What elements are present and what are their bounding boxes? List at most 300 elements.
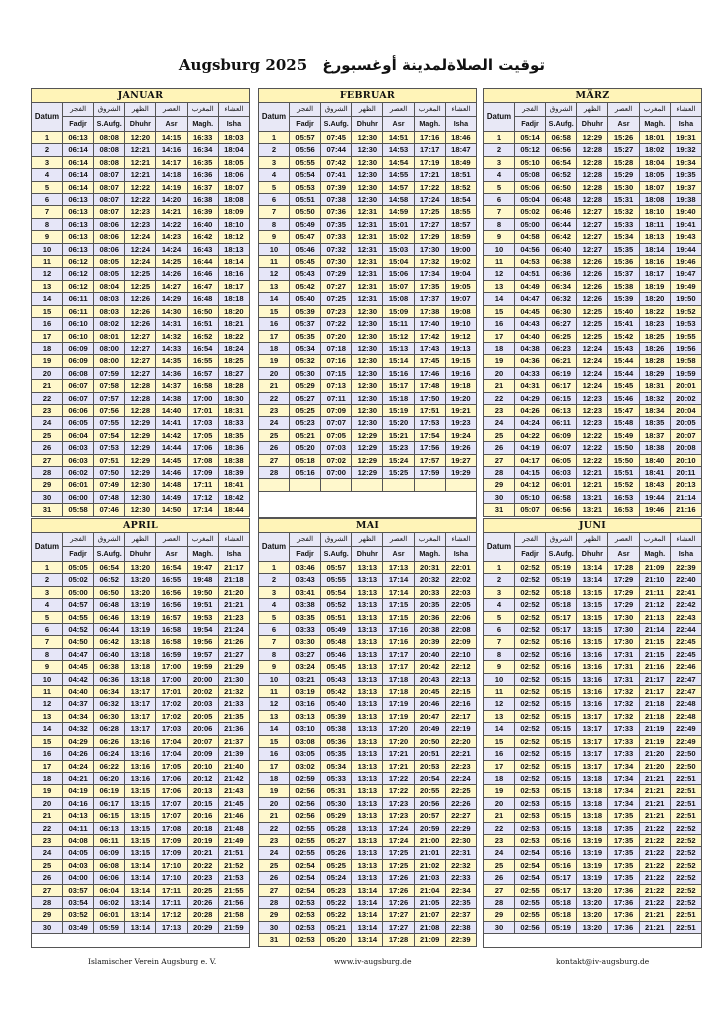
time-cell: 22:03	[445, 586, 476, 598]
time-cell: 13:17	[125, 698, 156, 710]
table-row	[259, 280, 477, 292]
table-row	[484, 909, 702, 921]
day-cell: 12	[484, 268, 515, 280]
time-cell: 18:49	[445, 156, 476, 168]
time-cell: 05:24	[321, 872, 352, 884]
time-cell: 02:56	[515, 921, 546, 933]
time-cell: 18:16	[639, 256, 670, 268]
time-cell: 08:04	[94, 280, 125, 292]
time-cell: 12:31	[352, 243, 383, 255]
time-cell: 16:59	[156, 648, 187, 660]
day-cell: 5	[32, 181, 63, 193]
column-header-latin: S.Aufg.	[546, 117, 577, 132]
day-cell: 19	[32, 355, 63, 367]
time-cell: 14:38	[156, 392, 187, 404]
time-cell: 05:22	[321, 909, 352, 921]
table-row	[484, 735, 702, 747]
time-cell: 15:24	[383, 454, 414, 466]
table-row	[484, 599, 702, 611]
table-row	[32, 169, 250, 181]
day-cell: 14	[32, 723, 63, 735]
table-row	[32, 305, 250, 317]
time-cell: 05:16	[546, 661, 577, 673]
time-cell: 14:23	[156, 231, 187, 243]
time-cell: 02:53	[515, 834, 546, 846]
time-cell: 17:34	[608, 785, 639, 797]
time-cell: 12:24	[577, 380, 608, 392]
time-cell: 05:15	[546, 822, 577, 834]
time-cell: 02:55	[290, 847, 321, 859]
column-header-arabic: الشروق	[94, 103, 125, 117]
time-cell: 03:08	[290, 735, 321, 747]
time-cell: 05:55	[290, 156, 321, 168]
column-header-arabic: الشروق	[94, 533, 125, 547]
time-cell: 18:05	[639, 169, 670, 181]
table-row	[259, 442, 477, 454]
day-cell: 12	[484, 698, 515, 710]
time-cell: 12:25	[577, 330, 608, 342]
time-cell: 05:18	[290, 454, 321, 466]
time-cell: 13:20	[125, 586, 156, 598]
time-cell: 21:17	[639, 673, 670, 685]
day-cell	[259, 479, 290, 491]
time-cell: 04:32	[63, 723, 94, 735]
table-row	[259, 243, 477, 255]
time-cell: 20:05	[187, 710, 218, 722]
column-header-latin: Fadjr	[515, 547, 546, 562]
time-cell: 05:30	[290, 367, 321, 379]
time-cell: 21:17	[218, 562, 249, 574]
time-cell: 12:27	[577, 231, 608, 243]
time-cell: 19:58	[670, 355, 701, 367]
time-cell: 17:33	[608, 748, 639, 760]
table-row	[484, 723, 702, 735]
table-row	[259, 367, 477, 379]
table-row	[32, 318, 250, 330]
time-cell: 21:22	[639, 834, 670, 846]
table-row	[484, 392, 702, 404]
time-cell: 12:28	[577, 169, 608, 181]
time-cell: 20:59	[414, 822, 445, 834]
time-cell: 17:08	[187, 454, 218, 466]
time-cell: 12:28	[577, 144, 608, 156]
day-cell: 18	[259, 772, 290, 784]
time-cell: 07:39	[321, 181, 352, 193]
time-cell: 12:27	[125, 355, 156, 367]
time-cell: 19:18	[445, 380, 476, 392]
time-cell: 12:26	[577, 293, 608, 305]
time-cell: 05:16	[546, 834, 577, 846]
time-cell: 07:11	[321, 392, 352, 404]
time-cell: 20:23	[187, 872, 218, 884]
time-cell: 17:32	[608, 698, 639, 710]
time-cell: 21:33	[218, 698, 249, 710]
footer-website[interactable]: www.iv-augsburg.de	[334, 957, 412, 966]
time-cell: 02:55	[290, 822, 321, 834]
time-cell: 20:28	[187, 909, 218, 921]
time-cell: 06:14	[63, 156, 94, 168]
time-cell: 18:41	[218, 479, 249, 491]
table-row	[484, 710, 702, 722]
table-row	[484, 859, 702, 871]
day-cell: 5	[259, 181, 290, 193]
time-cell: 18:05	[218, 156, 249, 168]
time-cell: 20:47	[414, 710, 445, 722]
table-row	[259, 710, 477, 722]
time-cell: 22:35	[445, 896, 476, 908]
time-cell: 18:31	[639, 380, 670, 392]
time-cell: 13:16	[125, 748, 156, 760]
time-cell: 13:15	[577, 636, 608, 648]
table-row	[484, 491, 702, 503]
time-cell: 13:16	[125, 760, 156, 772]
table-row	[259, 834, 477, 846]
table-row	[259, 169, 477, 181]
time-cell: 06:06	[94, 872, 125, 884]
time-cell: 05:19	[546, 562, 577, 574]
time-cell: 17:26	[383, 872, 414, 884]
time-cell: 07:00	[321, 466, 352, 478]
day-cell: 13	[484, 710, 515, 722]
time-cell: 06:19	[546, 367, 577, 379]
time-cell: 17:27	[383, 921, 414, 933]
time-cell: 15:08	[383, 293, 414, 305]
time-cell: 06:12	[63, 268, 94, 280]
time-cell: 17:05	[187, 429, 218, 441]
column-header-latin: S.Aufg.	[321, 117, 352, 132]
time-cell: 22:16	[445, 698, 476, 710]
time-cell: 14:24	[156, 243, 187, 255]
time-cell: 22:31	[445, 847, 476, 859]
time-cell: 05:23	[290, 417, 321, 429]
time-cell: 06:19	[94, 785, 125, 797]
time-cell: 05:02	[63, 574, 94, 586]
time-cell: 13:15	[125, 810, 156, 822]
time-cell: 16:40	[187, 218, 218, 230]
column-header-arabic: العصر	[608, 103, 639, 117]
time-cell: 20:42	[414, 661, 445, 673]
month-name: JUNI	[484, 519, 702, 533]
column-header-latin: Fadjr	[63, 547, 94, 562]
day-cell: 29	[32, 909, 63, 921]
time-cell: 13:14	[125, 859, 156, 871]
time-cell: 16:43	[187, 243, 218, 255]
table-row	[259, 562, 477, 574]
table-row	[259, 884, 477, 896]
time-cell: 19:37	[670, 181, 701, 193]
time-cell: 13:20	[125, 574, 156, 586]
time-cell: 19:35	[670, 169, 701, 181]
day-cell: 27	[484, 884, 515, 896]
time-cell: 17:28	[383, 934, 414, 946]
time-cell: 13:13	[352, 562, 383, 574]
time-cell: 18:23	[639, 318, 670, 330]
time-cell: 12:31	[352, 206, 383, 218]
day-cell: 24	[259, 847, 290, 859]
time-cell: 16:58	[156, 624, 187, 636]
table-row	[259, 686, 477, 698]
time-cell: 22:52	[670, 859, 701, 871]
table-row	[484, 748, 702, 760]
time-cell: 13:13	[352, 735, 383, 747]
table-row	[32, 847, 250, 859]
day-cell: 6	[259, 194, 290, 206]
time-cell: 03:21	[290, 673, 321, 685]
column-header-latin: S.Aufg.	[546, 547, 577, 562]
time-cell: 17:26	[383, 896, 414, 908]
time-cell: 13:13	[352, 661, 383, 673]
table-row	[484, 194, 702, 206]
time-cell: 16:58	[187, 380, 218, 392]
time-cell: 06:13	[63, 243, 94, 255]
time-cell: 15:07	[383, 280, 414, 292]
time-cell: 12:28	[577, 156, 608, 168]
time-cell: 17:42	[414, 330, 445, 342]
time-cell: 21:17	[639, 686, 670, 698]
day-cell: 17	[484, 760, 515, 772]
time-cell: 19:29	[445, 466, 476, 478]
time-cell: 12:29	[125, 429, 156, 441]
time-cell: 15:30	[608, 181, 639, 193]
column-header-latin: Dhuhr	[125, 547, 156, 562]
time-cell: 05:15	[546, 772, 577, 784]
table-row	[259, 194, 477, 206]
time-cell: 18:20	[218, 305, 249, 317]
time-cell: 02:52	[515, 748, 546, 760]
time-cell: 22:24	[445, 772, 476, 784]
time-cell: 16:56	[156, 586, 187, 598]
time-cell: 12:29	[352, 454, 383, 466]
time-cell: 02:52	[515, 772, 546, 784]
column-header-latin: Isha	[670, 547, 701, 562]
table-row	[32, 268, 250, 280]
time-cell: 18:51	[445, 169, 476, 181]
time-cell: 12:27	[125, 367, 156, 379]
time-cell: 18:16	[218, 268, 249, 280]
table-row	[32, 661, 250, 673]
column-header-latin: Fadjr	[63, 117, 94, 132]
table-row	[259, 909, 477, 921]
day-cell: 16	[32, 318, 63, 330]
time-cell: 21:21	[639, 921, 670, 933]
time-cell: 05:17	[546, 624, 577, 636]
time-cell: 13:13	[352, 859, 383, 871]
table-row	[484, 417, 702, 429]
day-cell: 17	[259, 330, 290, 342]
column-header-arabic: الظهر	[125, 103, 156, 117]
time-cell: 16:53	[608, 504, 639, 516]
time-cell: 13:14	[577, 574, 608, 586]
time-cell: 07:23	[321, 305, 352, 317]
time-cell: 17:00	[156, 673, 187, 685]
time-cell: 13:13	[352, 686, 383, 698]
time-cell: 17:36	[608, 921, 639, 933]
table-row	[484, 760, 702, 772]
time-cell: 18:18	[218, 293, 249, 305]
time-cell: 15:17	[383, 380, 414, 392]
table-row	[32, 673, 250, 685]
time-cell: 12:29	[125, 454, 156, 466]
time-cell: 14:21	[156, 206, 187, 218]
time-cell: 15:21	[383, 429, 414, 441]
time-cell: 03:19	[290, 686, 321, 698]
time-cell: 17:26	[383, 884, 414, 896]
time-cell: 12:29	[125, 417, 156, 429]
table-row	[32, 772, 250, 784]
time-cell: 05:34	[321, 760, 352, 772]
time-cell: 13:13	[352, 723, 383, 735]
time-cell: 07:41	[321, 169, 352, 181]
time-cell: 18:21	[218, 318, 249, 330]
day-cell: 12	[32, 698, 63, 710]
day-cell: 24	[32, 847, 63, 859]
time-cell: 20:13	[187, 785, 218, 797]
time-cell: 17:31	[608, 673, 639, 685]
day-cell: 11	[259, 256, 290, 268]
time-cell: 20:10	[670, 454, 701, 466]
table-row	[32, 194, 250, 206]
time-cell: 13:13	[352, 648, 383, 660]
table-row	[259, 305, 477, 317]
table-row	[484, 156, 702, 168]
time-cell: 16:56	[156, 599, 187, 611]
day-cell: 31	[32, 504, 63, 516]
time-cell: 22:30	[445, 834, 476, 846]
day-cell: 28	[32, 896, 63, 908]
table-row	[32, 834, 250, 846]
day-cell: 6	[32, 624, 63, 636]
time-cell: 15:01	[383, 218, 414, 230]
day-cell: 18	[32, 342, 63, 354]
table-row	[32, 404, 250, 416]
table-row	[32, 562, 250, 574]
time-cell: 17:30	[608, 611, 639, 623]
table-row	[259, 822, 477, 834]
time-cell: 20:05	[670, 417, 701, 429]
time-cell: 02:52	[515, 710, 546, 722]
table-row	[32, 698, 250, 710]
time-cell: 12:30	[352, 181, 383, 193]
time-cell: 19:00	[445, 243, 476, 255]
time-cell: 17:25	[383, 859, 414, 871]
time-cell: 15:19	[383, 404, 414, 416]
table-row	[484, 280, 702, 292]
footer-email[interactable]: kontakt@iv-augsburg.de	[556, 957, 650, 966]
time-cell: 07:50	[94, 466, 125, 478]
day-cell: 22	[32, 392, 63, 404]
table-row	[32, 466, 250, 478]
day-cell: 8	[484, 648, 515, 660]
time-cell: 06:06	[63, 404, 94, 416]
time-cell: 06:13	[63, 132, 94, 144]
column-header-arabic: الفجر	[515, 533, 546, 547]
time-cell: 05:00	[515, 218, 546, 230]
time-cell: 06:04	[94, 884, 125, 896]
column-header-arabic: العشاء	[445, 103, 476, 117]
time-cell: 05:15	[546, 760, 577, 772]
day-cell: 22	[259, 392, 290, 404]
time-cell: 05:35	[290, 330, 321, 342]
time-cell: 22:02	[445, 574, 476, 586]
day-cell: 3	[259, 586, 290, 598]
time-cell: 19:59	[187, 661, 218, 673]
time-cell: 19:10	[445, 318, 476, 330]
day-cell: 8	[259, 648, 290, 660]
time-cell: 06:46	[94, 611, 125, 623]
day-cell: 16	[259, 318, 290, 330]
day-cell: 28	[259, 466, 290, 478]
title-arabic: توقيت الصلاةلمدينة أوغسبورغ	[322, 56, 546, 74]
table-row	[259, 748, 477, 760]
day-cell: 11	[32, 686, 63, 698]
time-cell: 02:52	[515, 648, 546, 660]
time-cell: 22:40	[670, 574, 701, 586]
time-cell: 19:48	[187, 574, 218, 586]
time-cell: 06:13	[94, 822, 125, 834]
time-cell: 05:43	[321, 673, 352, 685]
time-cell: 05:16	[546, 847, 577, 859]
table-row	[484, 698, 702, 710]
table-row	[259, 318, 477, 330]
table-row	[484, 872, 702, 884]
month-name: APRIL	[32, 519, 250, 533]
time-cell: 06:17	[94, 797, 125, 809]
table-row	[259, 661, 477, 673]
time-cell: 13:19	[125, 624, 156, 636]
time-cell: 17:17	[383, 661, 414, 673]
time-cell: 05:42	[290, 280, 321, 292]
prayer-times-table	[31, 88, 250, 517]
time-cell: 05:39	[290, 305, 321, 317]
time-cell: 14:37	[156, 380, 187, 392]
time-cell: 02:52	[515, 735, 546, 747]
day-cell: 19	[259, 785, 290, 797]
time-cell: 17:03	[156, 723, 187, 735]
time-cell: 05:58	[63, 504, 94, 516]
day-cell: 21	[259, 380, 290, 392]
time-cell: 12:30	[352, 355, 383, 367]
time-cell: 19:46	[670, 256, 701, 268]
time-cell: 13:13	[352, 872, 383, 884]
time-cell: 12:22	[577, 429, 608, 441]
time-cell: 13:18	[125, 648, 156, 660]
time-cell: 22:08	[445, 624, 476, 636]
time-cell: 16:58	[156, 636, 187, 648]
time-cell: 19:46	[639, 504, 670, 516]
time-cell: 17:51	[414, 404, 445, 416]
time-cell: 04:42	[63, 673, 94, 685]
time-cell: 17:35	[414, 280, 445, 292]
time-cell: 13:15	[577, 611, 608, 623]
day-cell: 2	[32, 144, 63, 156]
month-table-mai	[258, 518, 477, 947]
table-row	[259, 934, 477, 946]
time-cell: 05:51	[321, 611, 352, 623]
time-cell: 16:38	[187, 194, 218, 206]
time-cell: 02:54	[290, 884, 321, 896]
time-cell: 05:17	[546, 872, 577, 884]
time-cell: 13:20	[577, 896, 608, 908]
time-cell: 05:37	[290, 318, 321, 330]
column-header-arabic: الشروق	[546, 533, 577, 547]
column-header-datum: Datum	[259, 103, 290, 132]
table-row	[484, 429, 702, 441]
time-cell: 13:14	[352, 921, 383, 933]
day-cell: 25	[32, 859, 63, 871]
time-cell: 05:49	[321, 624, 352, 636]
time-cell: 07:02	[321, 454, 352, 466]
time-cell: 05:48	[321, 636, 352, 648]
